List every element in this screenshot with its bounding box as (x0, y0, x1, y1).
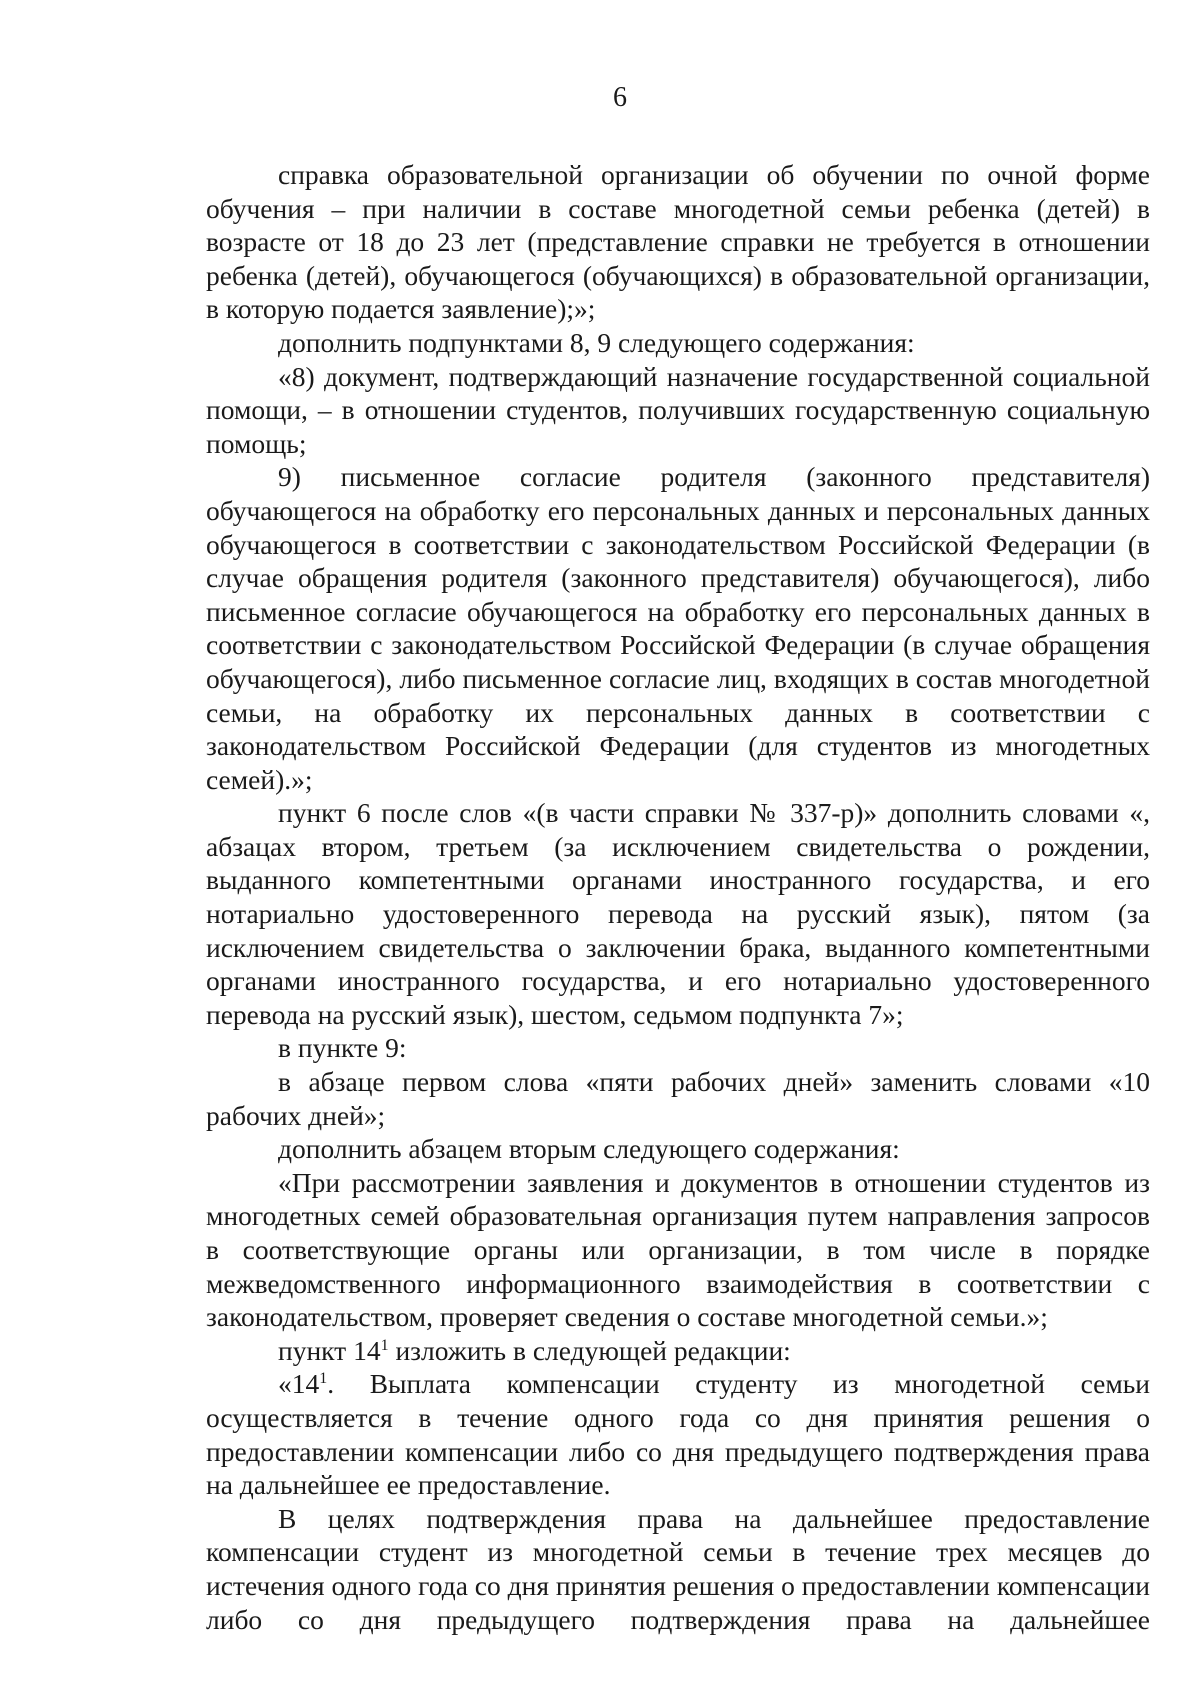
paragraph-clause-9-first-abzac: в абзаце первом слова «пяти рабочих дней» заменить словами «10 рабочих дней»; (206, 1066, 1150, 1131)
clause-14-text-after: . Выплата компенсации студенту из многодетной семьи осуществляется в течение одного года со дня принятия решения о предоставлении компенсации либо со дня предыдущего подтверждения права на дальнейшее ее предоставление. (206, 1368, 1150, 1501)
clause-14-intro-after: изложить в следующей редакции: (388, 1334, 791, 1366)
document-body (206, 158, 1150, 1636)
paragraph-add-second-abzac: дополнить абзацем вторым следующего содержания: (278, 1133, 900, 1165)
paragraph-subclause-9: 9) письменное согласие родителя (законного представителя) обучающегося на обработку его персональных данных и персональных данных обучающегося в соответствии с законодательством Российской Федерации (в случае обращения родителя (законного представителя) обучающегося), либо письменное согласие обучающегося на обработку его персональных данных в соответствии с законодательством Российской Федерации (в случае обращения обучающегося), либо письменное согласие лиц, входящих в состав многодетной семьи, на обработку их персональных данных в соответствии с законодательством Российской Федерации (для студентов из многодетных семей).»; (206, 461, 1150, 795)
paragraph-clause-14-intro (206, 1334, 1150, 1368)
paragraph-subclause-8: «8) документ, подтверждающий назначение государственной социальной помощи, – в отношении студентов, получивших государственную социальную помощь; (206, 360, 1150, 459)
paragraph-clause-9-heading: в пункте 9: (278, 1032, 407, 1064)
clause-14-intro-before: пункт 14 (278, 1334, 381, 1366)
paragraph-clause-14-text (206, 1367, 1150, 1501)
paragraph-clause-6: пункт 6 после слов «(в части справки № 337-р)» дополнить словами «, абзацах втором, третьем (за исключением свидетельства о рождении, выданного компетентными органами иностранного государства, и его нотариально удостоверенного перевода на русский язык), пятом (за исключением свидетельства о заключении брака, выданного компетентными органами иностранного государства, и его нотариально удостоверенного перевода на русский язык), шестом, седьмом подпункта 7»; (206, 797, 1150, 1030)
clause-14-intro-sup: 1 (380, 1336, 389, 1354)
paragraph-confirmation: В целях подтверждения права на дальнейшее предоставление компенсации студент из многодетной семьи в течение трех месяцев до истечения одного года со дня принятия решения о предоставлении компенсации либо со дня предыдущего подтверждения права на дальнейшее (206, 1502, 1150, 1635)
paragraph-review-quote: «При рассмотрении заявления и документов в отношении студентов из многодетных семей образовательная организация путем направления запросов в соответствующие органы или организации, в том числе в порядке межведомственного информационного взаимодействия в соответствии с законодательством, проверяет сведения о составе многодетной семьи.»; (206, 1166, 1150, 1333)
clause-14-text-sup: 1 (319, 1370, 328, 1388)
paragraph-certificate: справка образовательной организации об обучении по очной форме обучения – при наличии в составе многодетной семьи ребенка (детей) в возрасте от 18 до 23 лет (представление справки не требуется в отношении ребенка (детей), обучающегося (обучающихся) в образовательной организации, в которую подается заявление);»; (206, 159, 1150, 325)
page-number: 6 (613, 82, 627, 113)
clause-14-text-before: «14 (278, 1368, 320, 1400)
paragraph-add-subclauses: дополнить подпунктами 8, 9 следующего содержания: (278, 326, 915, 358)
